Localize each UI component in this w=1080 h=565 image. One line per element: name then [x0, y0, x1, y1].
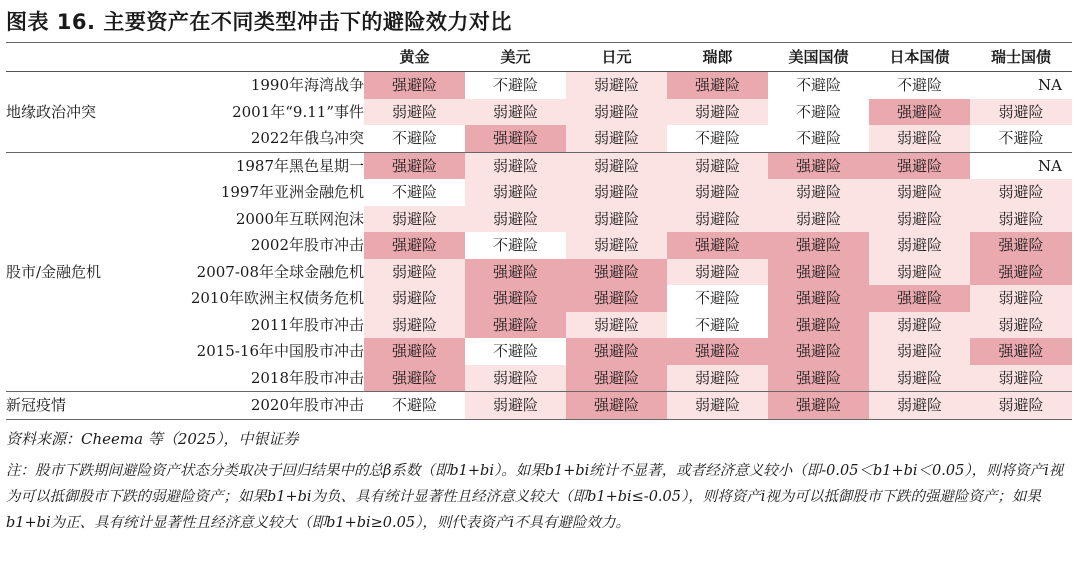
- haven-status-cell: 不避险: [465, 232, 566, 259]
- haven-status-cell: 不避险: [970, 125, 1072, 152]
- table-row: [6, 206, 1072, 233]
- haven-status-cell: 不避险: [768, 99, 869, 126]
- haven-status-cell: 强避险: [566, 285, 667, 312]
- haven-status-cell: 强避险: [970, 232, 1072, 259]
- event-label: 2002年股市冲击: [250, 236, 364, 254]
- table-row: [6, 125, 1072, 152]
- haven-status-cell: 弱避险: [566, 179, 667, 206]
- haven-status-cell: 强避险: [465, 259, 566, 286]
- haven-status-cell: 弱避险: [667, 259, 768, 286]
- haven-status-cell: 不避险: [869, 72, 970, 99]
- haven-status-cell: 强避险: [768, 285, 869, 312]
- column-header: 日元: [566, 43, 667, 72]
- haven-status-cell: 弱避险: [566, 152, 667, 179]
- table-row: [6, 338, 1072, 365]
- haven-status-cell: 弱避险: [768, 206, 869, 233]
- event-label: 1997年亚洲金融危机: [220, 183, 364, 201]
- haven-status-cell: 不避险: [465, 338, 566, 365]
- haven-status-cell: 弱避险: [364, 99, 465, 126]
- haven-status-cell: 弱避险: [465, 152, 566, 179]
- haven-status-cell: 强避险: [566, 259, 667, 286]
- haven-status-cell: 弱避险: [667, 392, 768, 420]
- haven-status-cell: 弱避险: [869, 232, 970, 259]
- table-row: [6, 312, 1072, 339]
- haven-status-cell: 弱避险: [566, 206, 667, 233]
- header-blank-category: [6, 43, 158, 72]
- event-label: 2020年股市冲击: [158, 392, 364, 420]
- haven-status-cell: 不避险: [768, 72, 869, 99]
- event-label: 1987年黑色星期一: [235, 156, 364, 175]
- haven-status-cell: 不避险: [364, 125, 465, 152]
- column-header: 黄金: [364, 43, 465, 72]
- haven-status-cell: 强避险: [768, 232, 869, 259]
- haven-status-cell: 弱避险: [364, 285, 465, 312]
- haven-status-cell: 强避险: [869, 99, 970, 126]
- figure-title: 图表 16. 主要资产在不同类型冲击下的避险效力对比: [6, 10, 512, 34]
- haven-status-cell: 弱避险: [667, 365, 768, 392]
- haven-status-cell: 强避险: [869, 152, 970, 179]
- haven-status-cell: 不避险: [667, 312, 768, 339]
- haven-status-cell: 强避险: [768, 259, 869, 286]
- haven-status-cell: 强避险: [768, 338, 869, 365]
- haven-status-cell: 弱避险: [869, 365, 970, 392]
- column-header: 美元: [465, 43, 566, 72]
- haven-status-cell: 强避险: [667, 72, 768, 99]
- comparison-table: [6, 42, 1072, 420]
- event-label: 2007-08年全球金融危机: [196, 262, 364, 281]
- haven-status-cell: 弱避险: [869, 259, 970, 286]
- haven-status-cell: 不避险: [667, 125, 768, 152]
- haven-status-cell: 强避险: [465, 312, 566, 339]
- haven-status-cell: 弱避险: [970, 365, 1072, 392]
- table-row: [6, 365, 1072, 392]
- event-label: 2022年俄乌冲突: [158, 125, 364, 152]
- table-row: [6, 285, 1072, 312]
- haven-status-cell: 弱避险: [970, 285, 1072, 312]
- haven-status-cell: NA: [970, 152, 1072, 179]
- haven-status-cell: 强避险: [566, 338, 667, 365]
- table-row: [6, 259, 1072, 286]
- footnote: 注：股市下跌期间避险资产状态分类取决于回归结果中的总β系数（即b1+bi）。如果b1+bi统计不显著，或者经济意义较小（即-0.05＜b1+bi＜0.05），则将资产i视为可以抵御股市下跌的弱避险资产；如果b1+bi为负、具有统计显著性且经济意义较大（即b1+bi≤-0.05），则将资产i视为可以抵御股市下跌的强避险资产；如果b1+bi为正、具有统计显著性且经济意义较大（即b1+bi≥0.05），则代表资产i不具有避险效力。: [6, 463, 1064, 531]
- column-header: 日本国债: [869, 43, 970, 72]
- shock-category-label: 地缘政治冲突: [6, 72, 158, 153]
- table-row: [6, 179, 1072, 206]
- haven-status-cell: 强避险: [364, 232, 465, 259]
- haven-status-cell: 弱避险: [465, 206, 566, 233]
- table-row: [6, 392, 1072, 420]
- haven-status-cell: 弱避险: [970, 392, 1072, 420]
- shock-category-label: 股市/金融危机: [6, 152, 158, 392]
- haven-status-cell: 弱避险: [364, 312, 465, 339]
- haven-status-cell: 强避险: [364, 338, 465, 365]
- haven-status-cell: 弱避险: [869, 125, 970, 152]
- table-row: [6, 72, 1072, 99]
- haven-status-cell: 弱避险: [970, 206, 1072, 233]
- haven-status-cell: 强避险: [869, 285, 970, 312]
- haven-status-cell: 弱避险: [869, 206, 970, 233]
- haven-status-cell: 强避险: [465, 125, 566, 152]
- haven-status-cell: 强避险: [970, 259, 1072, 286]
- haven-status-cell: 弱避险: [566, 125, 667, 152]
- header-blank-event: [158, 43, 364, 72]
- haven-status-cell: 强避险: [566, 392, 667, 420]
- table-row: [6, 99, 1072, 126]
- haven-status-cell: 弱避险: [566, 99, 667, 126]
- haven-status-cell: 不避险: [768, 125, 869, 152]
- haven-status-cell: 弱避险: [566, 232, 667, 259]
- haven-status-cell: 不避险: [364, 179, 465, 206]
- haven-status-cell: 强避险: [566, 365, 667, 392]
- haven-status-cell: 弱避险: [768, 179, 869, 206]
- haven-status-cell: 弱避险: [364, 206, 465, 233]
- event-label: 2015-16年中国股市冲击: [196, 342, 364, 360]
- haven-status-cell: 弱避险: [465, 365, 566, 392]
- event-label: 2011年股市冲击: [250, 315, 364, 334]
- haven-status-cell: 弱避险: [667, 99, 768, 126]
- haven-status-cell: 强避险: [970, 338, 1072, 365]
- event-label: 2018年股市冲击: [158, 365, 364, 392]
- haven-status-cell: 弱避险: [465, 99, 566, 126]
- haven-status-cell: NA: [970, 72, 1072, 99]
- column-header: 美国国债: [768, 43, 869, 72]
- haven-status-cell: 不避险: [364, 392, 465, 420]
- haven-status-cell: 弱避险: [869, 312, 970, 339]
- event-label: 2001年“9.11”事件: [232, 102, 364, 121]
- haven-status-cell: 弱避险: [566, 312, 667, 339]
- haven-status-cell: 强避险: [364, 72, 465, 99]
- haven-status-cell: 强避险: [364, 152, 465, 179]
- haven-status-cell: 弱避险: [869, 338, 970, 365]
- haven-status-cell: 弱避险: [970, 312, 1072, 339]
- haven-status-cell: 强避险: [768, 152, 869, 179]
- event-label: 1990年海湾战争: [250, 76, 364, 94]
- haven-status-cell: 弱避险: [667, 206, 768, 233]
- haven-status-cell: 强避险: [465, 285, 566, 312]
- haven-status-cell: 弱避险: [970, 179, 1072, 206]
- haven-status-cell: 弱避险: [566, 72, 667, 99]
- haven-status-cell: 强避险: [768, 312, 869, 339]
- table-row: [6, 152, 1072, 179]
- haven-status-cell: 强避险: [667, 232, 768, 259]
- haven-status-cell: 弱避险: [667, 152, 768, 179]
- haven-status-cell: 弱避险: [465, 179, 566, 206]
- haven-status-cell: 强避险: [667, 338, 768, 365]
- haven-status-cell: 弱避险: [970, 99, 1072, 126]
- event-label: 2000年互联网泡沫: [235, 209, 364, 228]
- table-row: [6, 232, 1072, 259]
- haven-status-cell: 弱避险: [465, 392, 566, 420]
- haven-status-cell: 不避险: [465, 72, 566, 99]
- haven-status-cell: 强避险: [768, 365, 869, 392]
- column-header: 瑞士国债: [970, 43, 1072, 72]
- header-row: [6, 43, 1072, 72]
- shock-category-label: 新冠疫情: [6, 392, 158, 420]
- haven-status-cell: 弱避险: [364, 259, 465, 286]
- haven-status-cell: 不避险: [667, 285, 768, 312]
- haven-status-cell: 弱避险: [667, 179, 768, 206]
- haven-status-cell: 强避险: [364, 365, 465, 392]
- event-label: 2010年欧洲主权债务危机: [190, 289, 364, 307]
- source-note: 资料来源：Cheema 等（2025），中银证券: [6, 430, 299, 448]
- column-header: 瑞郎: [667, 43, 768, 72]
- haven-status-cell: 弱避险: [869, 392, 970, 420]
- haven-status-cell: 弱避险: [869, 179, 970, 206]
- haven-status-cell: 强避险: [768, 392, 869, 420]
